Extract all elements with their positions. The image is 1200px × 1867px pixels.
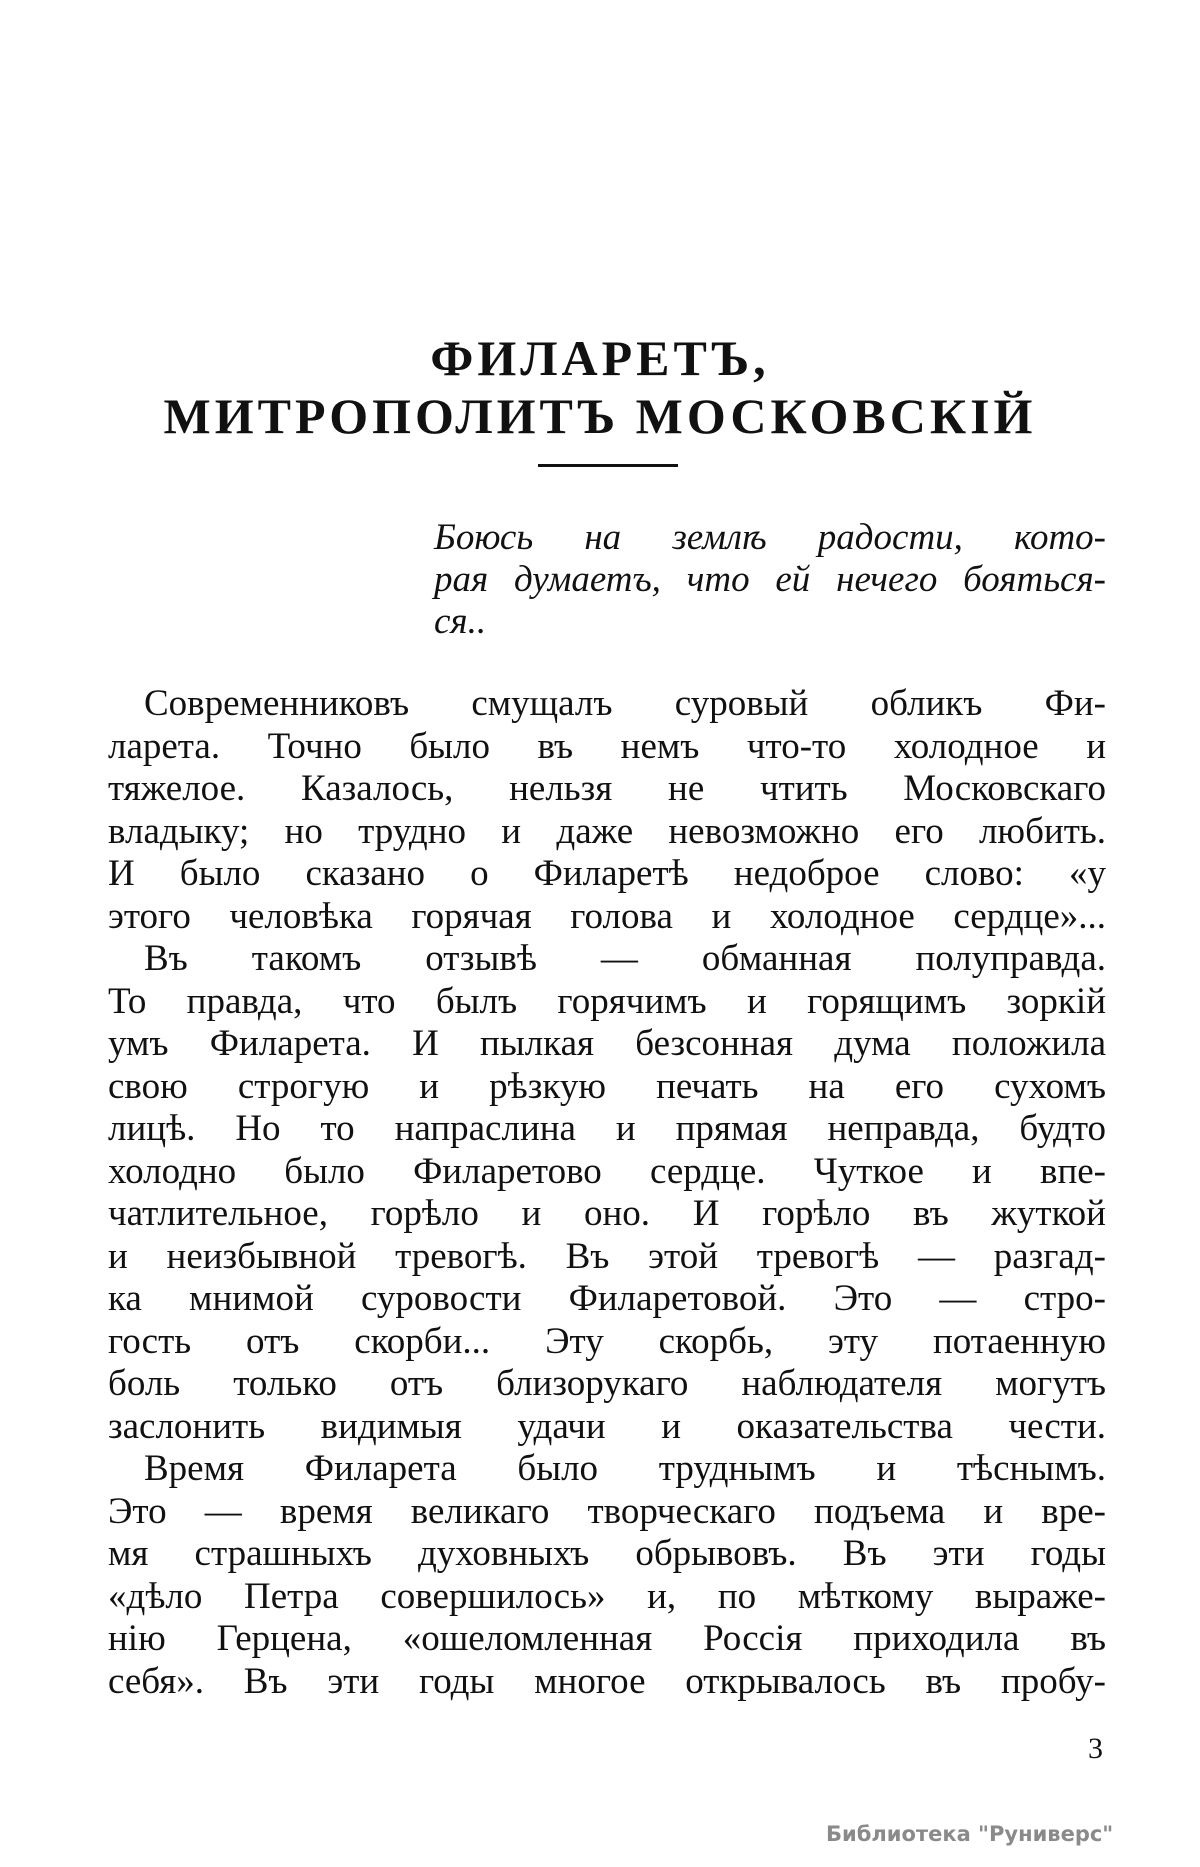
text-line: заслонить видимыя удачи и оказательства чести. [108, 1405, 1106, 1447]
title-divider [538, 464, 678, 467]
text-line: То правда, что былъ горячимъ и горящимъ зоркій [108, 980, 1106, 1022]
text-line: холодно было Филаретово сердце. Чуткое и впе- [108, 1150, 1106, 1192]
text-line: нію Герцена, «ошеломленная Россія приходила въ [108, 1618, 1106, 1659]
page-number: 3 [1088, 1732, 1103, 1765]
epigraph-line: Боюсь на землѣ радости, кото- [434, 517, 1106, 558]
text-line: чатлительное, горѣло и оно. И горѣло въ жуткой [108, 1193, 1106, 1234]
text-line: лицѣ. Но то напраслина и прямая неправда, будто [108, 1108, 1106, 1149]
text-line: Это — время великаго творческаго подъема и вре- [108, 1490, 1106, 1532]
text-line: боль только отъ близорукаго наблюдателя могутъ [108, 1363, 1106, 1404]
text-line: Въ такомъ отзывѣ — обманная полуправда. [144, 938, 1106, 979]
text-line: ларета. Точно было въ немъ что-то холодное и [108, 725, 1106, 767]
text-line: себя». Въ эти годы многое открывалось въ пробу- [108, 1660, 1106, 1702]
text-line: ка мнимой суровости Филаретовой. Это — стро- [108, 1278, 1106, 1319]
text-line: Время Филарета было труднымъ и тѣснымъ. [144, 1448, 1106, 1489]
body-text [108, 683, 1106, 1703]
text-line: мя страшныхъ духовныхъ обрывовъ. Въ эти годы [108, 1533, 1106, 1574]
text-line: владыку; но трудно и даже невозможно его любить. [108, 810, 1106, 852]
epigraph [434, 517, 1106, 643]
text-line: умъ Филарета. И пылкая безсонная дума положила [108, 1023, 1106, 1064]
chapter-title-line2: МИТРОПОЛИТЪ МОСКОВСКІЙ [163, 388, 1037, 444]
text-line: и неизбывной тревогѣ. Въ этой тревогѣ — разгад- [108, 1235, 1106, 1277]
text-line: «дѣло Петра совершилось» и, по мѣткому выраже- [108, 1575, 1106, 1617]
text-line: Современниковъ смущалъ суровый обликъ Фи- [144, 683, 1106, 724]
text-line: свою строгую и рѣзкую печать на его сухомъ [108, 1065, 1106, 1107]
epigraph-line: рая думаетъ, что ей нечего бояться- [434, 559, 1106, 600]
text-line: тяжелое. Казалось, нельзя не чтить Московскаго [108, 768, 1106, 809]
text-line: этого человѣка горячая голова и холодное сердце»... [108, 895, 1106, 937]
text-line: И было сказано о Филаретѣ недоброе слово: «у [108, 853, 1106, 894]
epigraph-line: ся.. [434, 601, 487, 642]
library-watermark: Библиотека "Руниверс" [826, 1822, 1114, 1846]
text-line: гость отъ скорби... Эту скорбь, эту потаенную [108, 1320, 1106, 1362]
chapter-title-line1: ФИЛАРЕТЪ, [430, 330, 770, 386]
